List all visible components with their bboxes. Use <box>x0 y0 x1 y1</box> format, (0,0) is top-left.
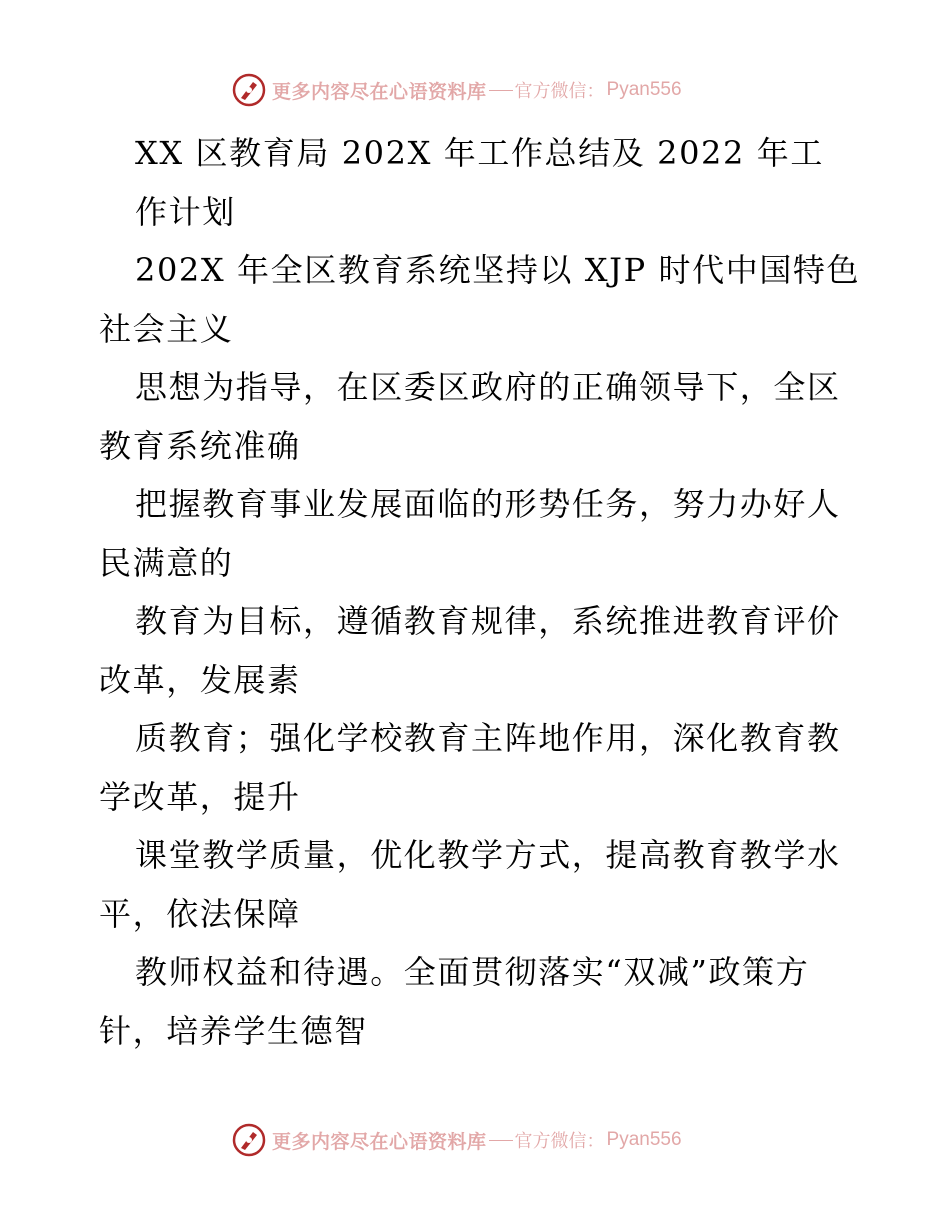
watermark-text: 更多内容尽在心语资料库 <box>272 1130 487 1153</box>
document-line: 教育系统准确 <box>99 426 301 465</box>
watermark-text: 更多内容尽在心语资料库 <box>272 80 487 103</box>
document-line: 作计划 <box>135 192 236 231</box>
document-line: XX 区教育局 202X 年工作总结及 2022 年工 <box>135 134 824 172</box>
footer-watermark <box>232 1122 682 1158</box>
document-line: 改革，发展素 <box>99 660 301 699</box>
document-body <box>99 124 859 1060</box>
document-line: 平，依法保障 <box>99 894 301 933</box>
document-line: 学改革，提升 <box>99 777 301 816</box>
document-line: 教育为目标，遵循教育规律，系统推进教育评价 <box>135 602 841 640</box>
pen-logo-icon <box>232 73 266 107</box>
watermark-account: Pyan556 <box>606 79 682 100</box>
watermark-account: Pyan556 <box>606 1129 682 1150</box>
watermark-dash <box>489 1140 513 1141</box>
document-line: 针，培养学生德智 <box>99 1011 368 1050</box>
document-line: 民满意的 <box>99 543 234 582</box>
document-line: 教师权益和待遇。全面贯彻落实“双减”政策方 <box>135 953 810 991</box>
document-line: 课堂教学质量，优化教学方式，提高教育教学水 <box>135 836 841 874</box>
watermark-side-label: 官方微信： <box>514 1131 605 1152</box>
pen-logo-icon <box>232 1123 266 1157</box>
watermark-side-label: 官方微信： <box>514 81 605 102</box>
document-line: 202X 年全区教育系统坚持以 XJP 时代中国特色 <box>135 251 861 289</box>
header-watermark <box>232 72 682 108</box>
document-line: 把握教育事业发展面临的形势任务，努力办好人 <box>135 485 841 523</box>
document-line: 质教育；强化学校教育主阵地作用，深化教育教 <box>135 719 841 757</box>
document-line: 思想为指导，在区委区政府的正确领导下，全区 <box>135 368 841 406</box>
watermark-dash <box>489 90 513 91</box>
document-line: 社会主义 <box>99 309 234 348</box>
